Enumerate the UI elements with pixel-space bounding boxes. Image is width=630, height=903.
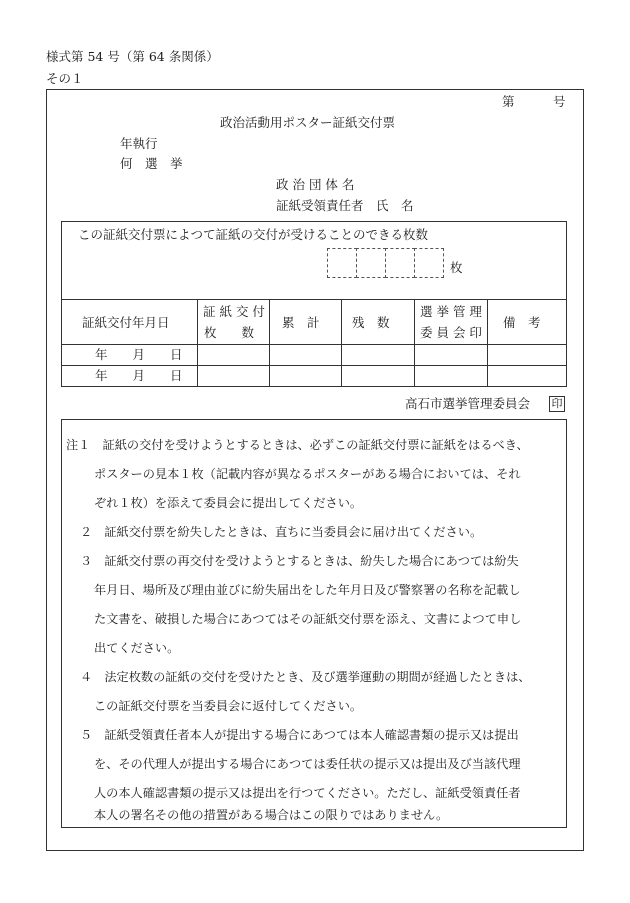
note-line: ぞれ１枚）を添えて委員会に提出してください。 [94,496,363,510]
allowance-and-record-frame [61,221,567,387]
note-line: ３ 証紙交付票の再交付を受けようとするときは、紛失した場合にあつては紛失 [80,554,519,568]
number-label-dai: 第 [502,94,515,109]
count-digit-box-1 [327,248,357,278]
note-line: 注１ 証紙の交付を受けようとするときは、必ずこの証紙交付票に証紙をはるべき、 [66,438,529,452]
header-seal-line1: 選 挙 管 理 [420,304,482,319]
col-rule-4 [414,299,415,387]
form-title: 政治活動用ポスター証紙交付票 [220,115,396,130]
count-digit-box-3 [385,248,415,278]
note-line: 人の本人確認書類の提示又は提出を行つてください。ただし、証紙受領責任者 [94,786,521,800]
row-rule [61,365,567,366]
form-part: その１ [46,71,84,86]
count-digit-box-4 [414,248,444,278]
header-date: 証紙交付年月日 [82,315,170,330]
header-seal-line2: 委 員 会 印 [420,325,482,340]
note-line: この証紙交付票を当委員会に返付してください。 [94,699,363,713]
header-bottom-rule [61,344,567,345]
header-remaining: 残 数 [352,315,390,330]
election-line: 何 選 挙 [120,156,183,171]
year-line: 年執行 [120,136,158,151]
note-line: ２ 証紙交付票を紛失したときは、直ちに当委員会に届け出てください。 [80,525,483,539]
issuer-seal-box: 印 [549,396,565,412]
col-rule-2 [269,299,270,387]
col-rule-5 [487,299,488,387]
header-count-line1: 証 紙 交 付 [203,304,265,319]
note-line: 出てください。 [94,641,180,655]
row-2-date: 年 月 日 [95,368,183,383]
note-line: を、その代理人が提出する場合にあつては委任状の提示又は提出及び当該代理 [94,757,521,771]
note-line: た文書を、破損した場合にあつてはその証紙交付票を添え、文書によつて申し [94,612,522,626]
person-label: 証紙受領責任者 氏 名 [276,198,414,213]
count-digit-box-2 [356,248,386,278]
number-label-go: 号 [553,94,566,109]
note-line: ５ 証紙受領責任者本人が提出する場合にあつては本人確認書類の提示又は提出 [80,728,519,742]
note-line: 本人の署名その他の措置がある場合はこの限りではありません。 [94,808,449,822]
note-line: ポスターの見本１枚（記載内容が異なるポスターがある場合においては、それ [94,467,521,481]
col-rule-1 [197,299,198,387]
header-cumulative: 累 計 [282,315,320,330]
table-top-rule [61,299,567,300]
allowance-unit: 枚 [450,260,463,275]
allowance-text: この証紙交付票によつて証紙の交付が受けることのできる枚数 [78,227,429,242]
org-name-label: 政 治 団 体 名 [276,177,355,192]
header-count-line2: 枚 数 [204,325,255,340]
note-line: 年月日、場所及び理由並びに紛失届出をした年月日及び警察署の名称を記載し [94,583,521,597]
issuer-name: 高石市選挙管理委員会 [405,396,531,411]
form-number: 様式第 54 号（第 64 条関係） [46,49,219,64]
note-line: ４ 法定枚数の証紙の交付を受けたとき、及び選挙運動の期間が経過したときは、 [80,670,531,684]
row-1-date: 年 月 日 [95,347,183,362]
header-remarks: 備 考 [503,315,541,330]
col-rule-3 [341,299,342,387]
